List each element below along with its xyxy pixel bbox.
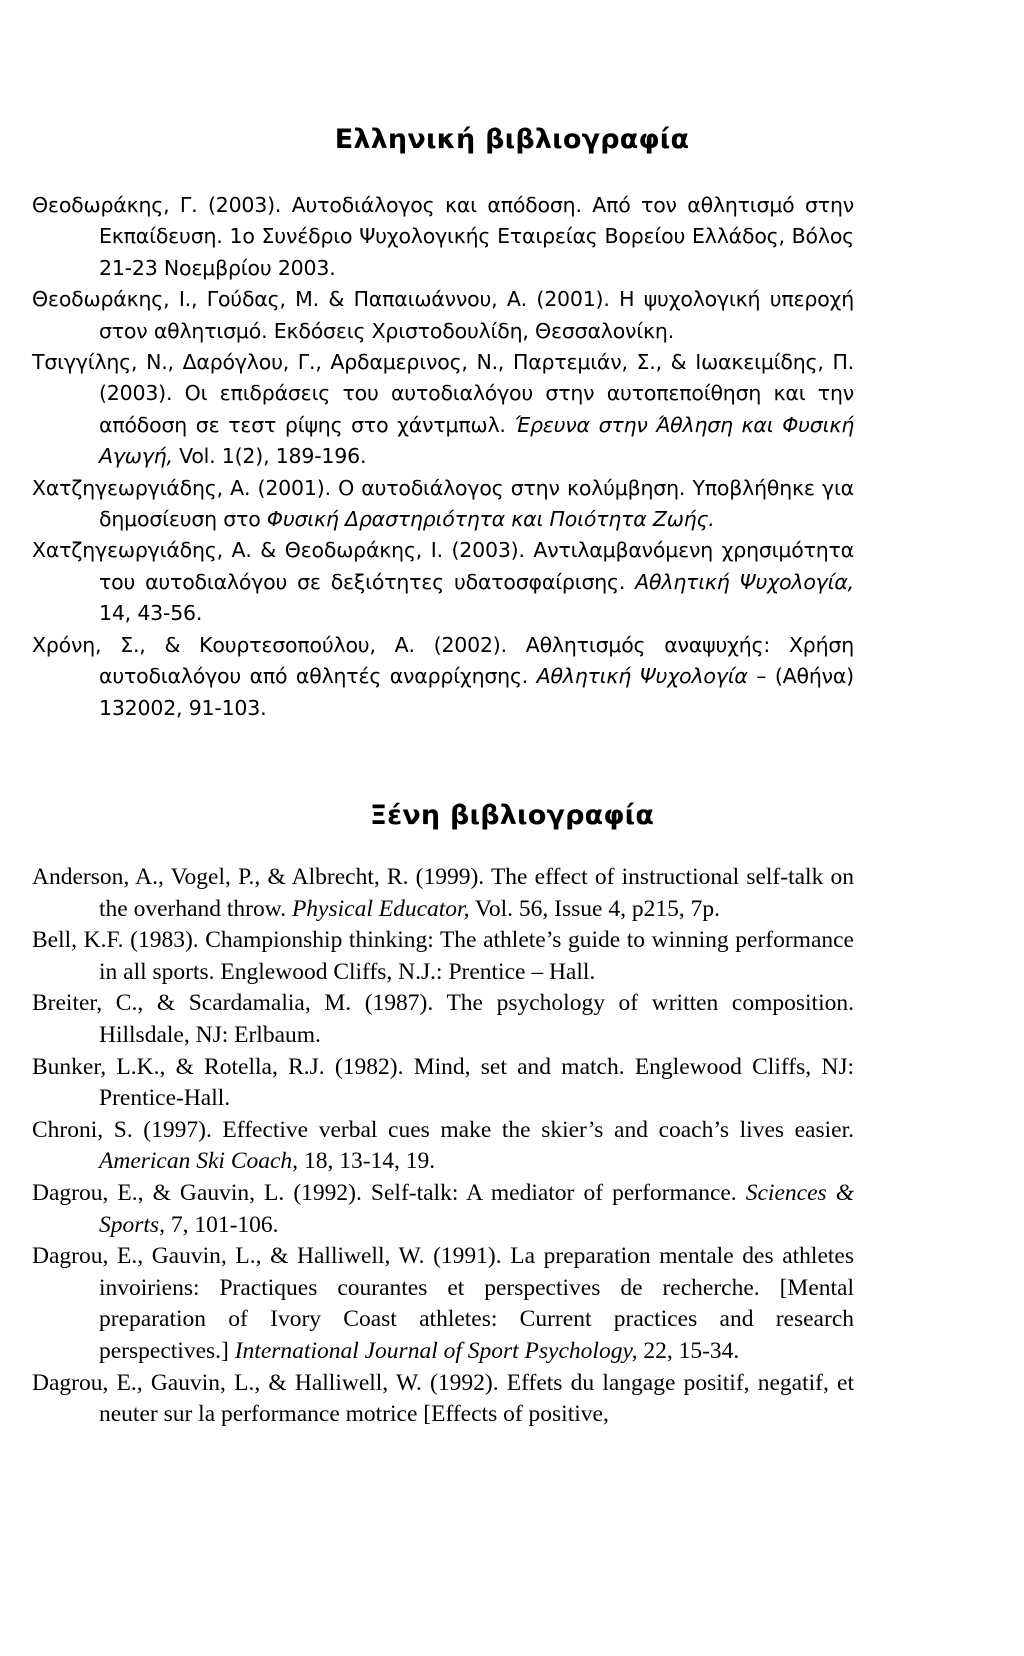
reference-citation: Vol. 56, Issue 4, p215, 7p. [469, 895, 720, 922]
greek-reference-list [32, 190, 854, 724]
reference-entry [32, 347, 854, 473]
reference-text: Breiter, C., & Scardamalia, M. (1987). The psychology of written composition. Hillsdale, NJ: Erlbaum. [32, 990, 854, 1048]
foreign-bibliography-heading: Ξένη βιβλιογραφία [369, 800, 655, 831]
reference-entry [32, 1115, 854, 1178]
reference-entry [32, 1368, 854, 1431]
reference-citation: – (Αθήνα) 132002, 91-103. [99, 664, 854, 720]
reference-text: Θεοδωράκης, Ι., Γούδας, Μ. & Παπαιωάννου, Α. (2001). Η ψυχολογική υπεροχή στον αθλητισμό. Εκδόσεις Χριστοδουλίδη, Θεσσαλονίκη. [32, 287, 854, 343]
reference-entry [32, 190, 854, 284]
reference-citation: 7, 101-106. [164, 1211, 279, 1238]
foreign-reference-list [32, 862, 854, 1431]
reference-text: Χατζηγεωργιάδης, Α. (2001). Ο αυτοδιάλογος στην κολύμβηση. Υποβλήθηκε για δημοσίευση στο [32, 475, 854, 532]
reference-text: Θεοδωράκης, Γ. (2003). Αυτοδιάλογος και απόδοση. Από τον αθλητισμό στην Εκπαίδευση. 1ο Συνέδριο Ψυχολογικής Εταιρείας Βορείου Ελλάδος, Βόλος 21-23 Νοεμβρίου 2003. [32, 193, 854, 280]
reference-source-title: Έρευνα στην Άθληση και Φυσική Αγωγή, [99, 412, 855, 469]
reference-entry [32, 473, 854, 536]
reference-entry [32, 535, 854, 629]
reference-text: Dagrou, E., & Gauvin, L. (1992). Self-talk: A mediator of performance. [32, 1179, 746, 1206]
reference-entry [32, 1241, 854, 1367]
reference-entry [32, 284, 854, 347]
reference-entry [32, 925, 854, 988]
reference-entry [32, 1052, 854, 1115]
reference-source-title: Physical Educator, [291, 895, 470, 922]
reference-entry [32, 988, 854, 1051]
reference-source-title: Αθλητική Ψυχολογία [536, 664, 748, 689]
reference-text: Dagrou, E., Gauvin, L., & Halliwell, W. (1992). Effets du langage positif, negatif, et neuter sur la performance motrice [Effects of positive, [32, 1369, 854, 1428]
reference-entry [32, 1178, 854, 1241]
reference-text: Χατζηγεωργιάδης, Α. & Θεοδωράκης, Ι. (2003). Αντιλαμβανόμενη χρησιμότητα του αυτοδιαλόγου σε δεξιότητες υδατοσφαίρισης. [32, 538, 854, 594]
reference-text: Bunker, L.K., & Rotella, R.J. (1982). Mind, set and match. Englewood Cliffs, NJ: Prentice-Hall. [32, 1053, 854, 1112]
reference-citation: Vol. 1(2), 189-196. [172, 444, 367, 469]
reference-text: Τσιγγίλης, Ν., Δαρόγλου, Γ., Αρδαμερινος, Ν., Παρτεμιάν, Σ., & Ιωακειμίδης, Π. (2003). Οι επιδράσεις του αυτοδιαλόγου στην αυτοπεποίθηση και την απόδοση σε τεστ ρίψης στο χάντμπωλ. [32, 350, 854, 437]
reference-source-title: Αθλητική Ψυχολογία, [635, 569, 854, 594]
greek-bibliography-heading: Ελληνική βιβλιογραφία [334, 124, 690, 155]
reference-source-title: American Ski Coach, [99, 1148, 299, 1175]
reference-text: Anderson, A., Vogel, P., & Albrecht, R. (1999). The effect of instructional self-talk on the overhand throw. [32, 864, 854, 922]
reference-text: Dagrou, E., Gauvin, L., & Halliwell, W. (1991). La preparation mentale des athletes invoiriens: Practiques courantes et perspectives de recherche. [Mental preparation of Ivory Coast athletes: Current practices and research perspectives.] [32, 1243, 854, 1364]
reference-text: Χρόνη, Σ., & Κουρτεσοπούλου, Α. (2002). Αθλητισμός αναψυχής: Χρήση αυτοδιαλόγου από αθλητές αναρρίχησης. [32, 632, 854, 689]
reference-entry [32, 630, 854, 724]
reference-citation: 14, 43-56. [99, 601, 203, 626]
reference-source-title: Sciences & Sports, [99, 1179, 854, 1238]
reference-entry [32, 862, 854, 925]
reference-source-title: Φυσική Δραστηριότητα και Ποιότητα Ζωής. [266, 507, 715, 532]
reference-citation: 22, 15-34. [637, 1337, 740, 1364]
reference-citation: 18, 13-14, 19. [298, 1148, 436, 1175]
reference-source-title: International Journal of Sport Psychology, [234, 1337, 638, 1364]
reference-text: Bell, K.F. (1983). Championship thinking: The athlete’s guide to winning performance in all sports. Englewood Cliffs, N.J.: Prentice – Hall. [32, 927, 854, 985]
reference-text: Chroni, S. (1997). Effective verbal cues make the skier’s and coach’s lives easier. [32, 1116, 854, 1143]
